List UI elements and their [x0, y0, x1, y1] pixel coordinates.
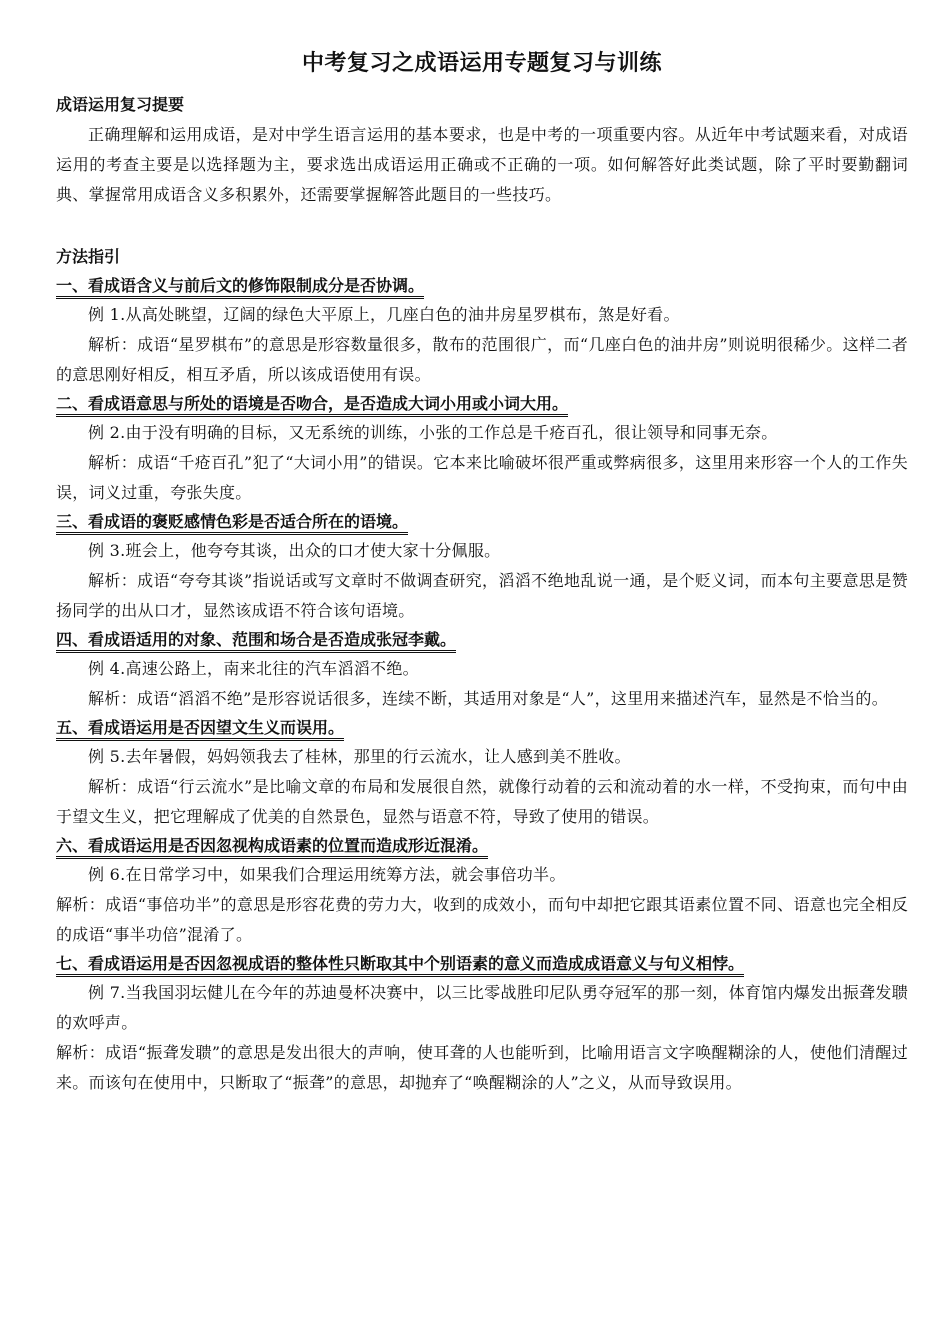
example-paragraph-3: 例 3.班会上，他夸夸其谈，出众的口才使大家十分佩服。	[88, 541, 501, 560]
analysis-paragraph-3: 解析：成语“夸夸其谈”指说话或写文章时不做调查研究，滔滔不绝地乱说一通，是个贬义词，而本句主要意思是赞扬同学的出从口才，显然该成语不符合该句语境。	[56, 571, 908, 620]
spacer	[56, 210, 908, 242]
analysis-paragraph-1: 解析：成语“星罗棋布”的意思是形容数量很多，散布的范围很广，而“几座白色的油井房”则说明很稀少。这样二者的意思刚好相反，相互矛盾，所以该成语使用有误。	[56, 335, 908, 384]
analysis-paragraph-4: 解析：成语“滔滔不绝”是形容说话很多，连续不断，其适用对象是“人”，这里用来描述汽车，显然是不恰当的。	[88, 689, 889, 708]
example-paragraph-2: 例 2.由于没有明确的目标，又无系统的训练，小张的工作总是千疮百孔，很让领导和同事无奈。	[88, 423, 778, 442]
analysis-paragraph-2: 解析：成语“千疮百孔”犯了“大词小用”的错误。它本来比喻破坏很严重或弊病很多，这里用来形容一个人的工作失误，词义过重，夸张失度。	[56, 453, 908, 502]
example-paragraph-4: 例 4.高速公路上，南来北往的汽车滔滔不绝。	[88, 659, 419, 678]
section-heading-7	[56, 950, 908, 978]
section-heading-text: 二、看成语意思与所处的语境是否吻合，是否造成大词小用或小词大用。	[56, 394, 568, 417]
section-heading-3	[56, 508, 908, 536]
analysis-paragraph-6: 解析：成语“事倍功半”的意思是形容花费的劳力大，收到的成效小，而句中却把它跟其语素位置不同、语意也完全相反的成语“事半功倍”混淆了。	[56, 895, 908, 944]
analysis-paragraph-7: 解析：成语“振聋发聩”的意思是发出很大的声响，使耳聋的人也能听到，比喻用语言文字唤醒糊涂的人，使他们清醒过来。而该句在使用中，只断取了“振聋”的意思，却抛弃了“唤醒糊涂的人”之义，从而导致误用。	[56, 1043, 908, 1092]
example-paragraph-5: 例 5.去年暑假，妈妈领我去了桂林，那里的行云流水，让人感到美不胜收。	[88, 747, 631, 766]
example-paragraph-6: 例 6.在日常学习中，如果我们合理运用统筹方法，就会事倍功半。	[88, 865, 566, 884]
section-heading-text: 三、看成语的褒贬感情色彩是否适合所在的语境。	[56, 512, 408, 535]
example-paragraph-7: 例 7.当我国羽坛健儿在今年的苏迪曼杯决赛中，以三比零战胜印尼队勇夺冠军的那一刻，体育馆内爆发出振聋发聩的欢呼声。	[56, 983, 908, 1032]
example-paragraph-1: 例 1.从高处眺望，辽阔的绿色大平原上，几座白色的油井房星罗棋布，煞是好看。	[88, 305, 680, 324]
section-heading-text: 五、看成语运用是否因望文生义而误用。	[56, 718, 344, 741]
section-heading-text: 六、看成语运用是否因忽视构成语素的位置而造成形近混淆。	[56, 836, 488, 859]
summary-heading: 成语运用复习提要	[56, 95, 185, 114]
analysis-paragraph-5: 解析：成语“行云流水”是比喻文章的布局和发展很自然，就像行动着的云和流动着的水一样，不受拘束，而句中由于望文生义，把它理解成了优美的自然景色，显然与语意不符，导致了使用的错误。	[56, 777, 908, 826]
section-heading-2	[56, 390, 908, 418]
section-heading-4	[56, 626, 908, 654]
section-heading-text: 七、看成语运用是否因忽视成语的整体性只断取其中个别语素的意义而造成成语意义与句义相悖。	[56, 954, 744, 977]
methods-heading: 方法指引	[56, 247, 121, 266]
section-heading-text: 一、看成语含义与前后文的修饰限制成分是否协调。	[56, 276, 424, 299]
summary-paragraph: 正确理解和运用成语，是对中学生语言运用的基本要求，也是中考的一项重要内容。从近年中考试题来看，对成语运用的考查主要是以选择题为主，要求选出成语运用正确或不正确的一项。如何解答好此类试题，除了平时要勤翻词典、掌握常用成语含义多积累外，还需要掌握解答此题目的一些技巧。	[56, 125, 908, 204]
section-heading-5	[56, 714, 908, 742]
page-title: 中考复习之成语运用专题复习与训练	[301, 51, 662, 76]
section-heading-text: 四、看成语适用的对象、范围和场合是否造成张冠李戴。	[56, 630, 456, 653]
document-page	[56, 44, 908, 1098]
section-heading-1	[56, 272, 908, 300]
section-heading-6	[56, 832, 908, 860]
